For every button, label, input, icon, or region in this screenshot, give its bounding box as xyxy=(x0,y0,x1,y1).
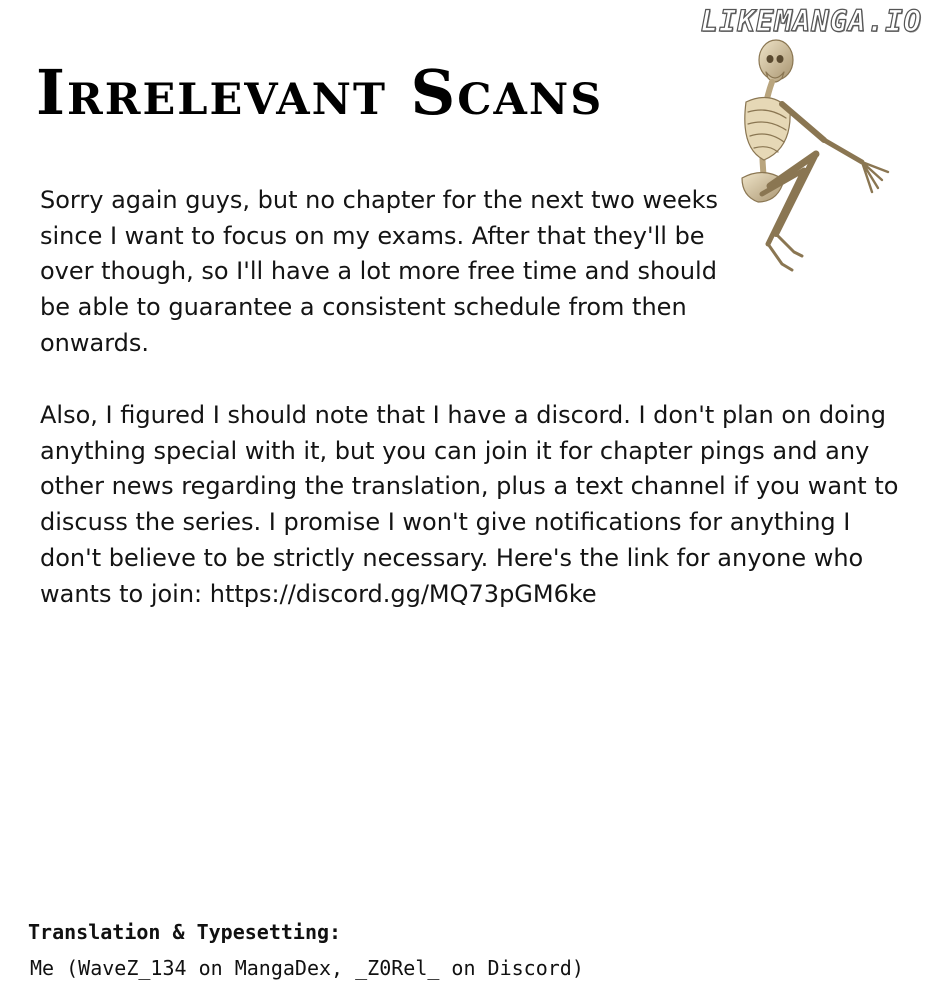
credits-block xyxy=(28,914,584,986)
announcement-paragraph-exams: Sorry again guys, but no chapter for the next two weeks since I want to focus on my exams. After that they'll be over though, so I'll have a lot more free time and should be able to guarantee a consistent schedule from then onwards. xyxy=(40,186,719,357)
announcement-paragraph-discord: Also, I figured I should note that I have a discord. I don't plan on doing anything special with it, but you can join it for chapter pings and any other news regarding the translation, plus a text channel if you want to discuss the series. I promise I won't give notifications for anything I don't believe to be strictly necessary. Here's the link for anyone who wants to join: https://discord.gg/MQ73pGM6ke xyxy=(40,401,899,608)
sitting-skeleton-icon xyxy=(712,30,892,280)
page-title: Irrelevant Scans xyxy=(36,56,604,129)
credits-value: Me (WaveZ_134 on MangaDex, _Z0Rel_ on Discord) xyxy=(30,956,584,980)
watermark-text: LIKEMANGA.IO xyxy=(700,4,922,38)
credits-heading: Translation & Typesetting: xyxy=(28,920,342,944)
